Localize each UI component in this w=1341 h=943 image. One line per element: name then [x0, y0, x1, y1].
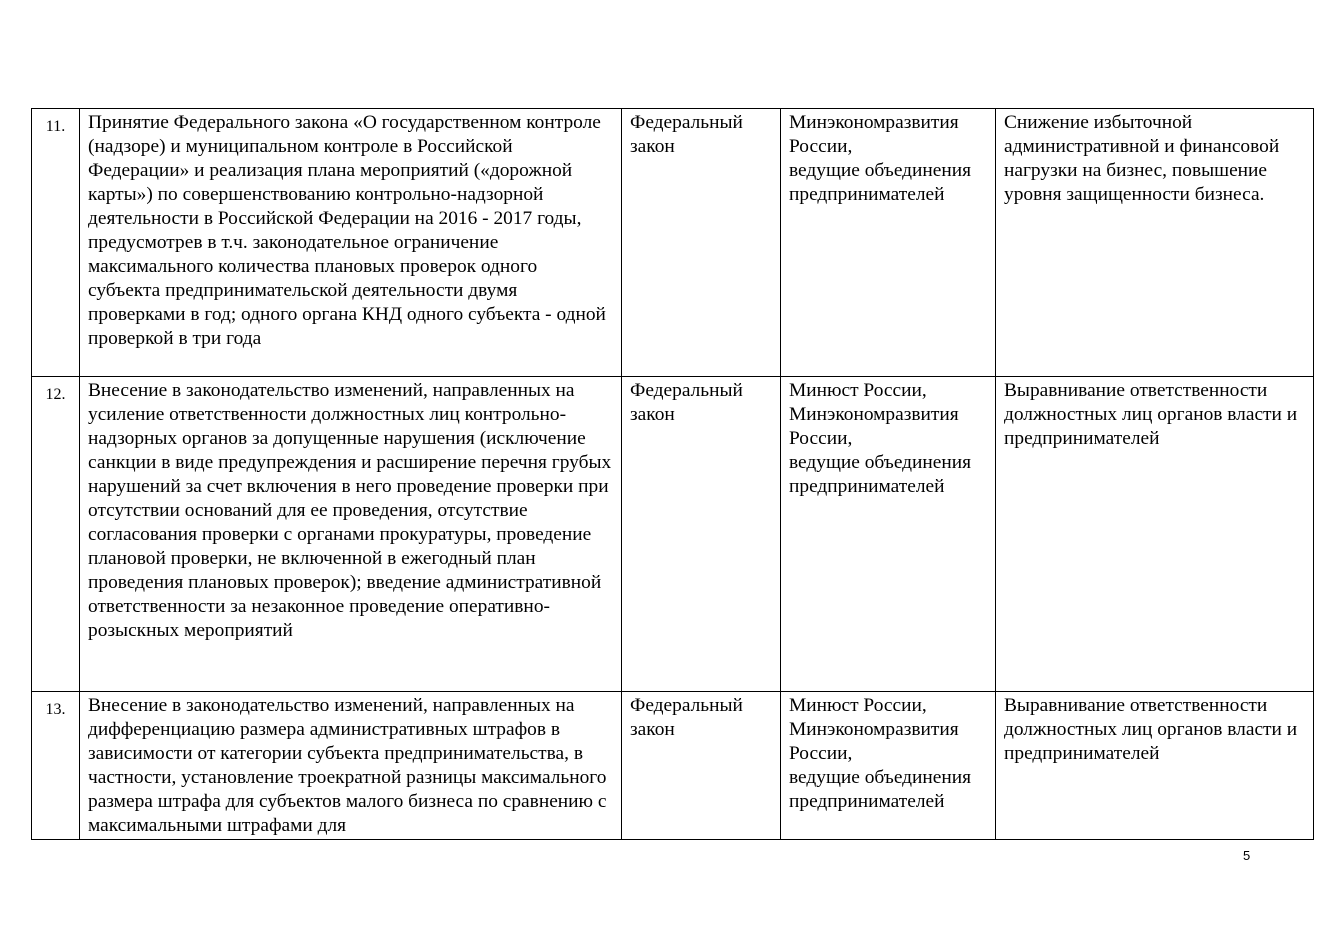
document-type: Федеральный закон: [622, 377, 781, 692]
row-number: 11.: [32, 109, 80, 377]
row-number: 13.: [32, 692, 80, 840]
responsible-executors: Минюст России, Минэкономразвития России, ведущие объединения предпринимателей: [781, 692, 996, 840]
measures-table: [31, 108, 1314, 840]
measure-description: Внесение в законодательство изменений, направленных на усиление ответственности должностных лиц контрольно-надзорных органов за допущенные нарушения (исключение санкции в виде предупреждения и расширение перечня грубых нарушений за счет включения в него проведение проверки при отсутствии оснований для ее проведения, отсутствие согласования проверки с органами прокуратуры, проведение плановой проверки, не включенной в ежегодный план проведения плановых проверок); введение административной ответственности за незаконное проведение оперативно-розыскных мероприятий: [80, 377, 622, 692]
table-row: [32, 377, 1314, 692]
responsible-executors: Минюст России, Минэкономразвития России, ведущие объединения предпринимателей: [781, 377, 996, 692]
measure-description: Внесение в законодательство изменений, направленных на дифференциацию размера административных штрафов в зависимости от категории субъекта предпринимательства, в частности, установление троекратной разницы максимального размера штрафа для субъектов малого бизнеса по сравнению с максимальными штрафами для: [80, 692, 622, 840]
expected-result: Выравнивание ответственности должностных лиц органов власти и предпринимателей: [996, 377, 1314, 692]
expected-result: Снижение избыточной административной и финансовой нагрузки на бизнес, повышение уровня защищенности бизнеса.: [996, 109, 1314, 377]
table-row: [32, 109, 1314, 377]
page-number: 5: [1243, 848, 1251, 863]
responsible-executors: Минэкономразвития России, ведущие объединения предпринимателей: [781, 109, 996, 377]
row-number: 12.: [32, 377, 80, 692]
table-row: [32, 692, 1314, 840]
expected-result: Выравнивание ответственности должностных лиц органов власти и предпринимателей: [996, 692, 1314, 840]
document-type: Федеральный закон: [622, 692, 781, 840]
measure-description: Принятие Федерального закона «О государственном контроле (надзоре) и муниципальном контроле в Российской Федерации» и реализация плана мероприятий («дорожной карты») по совершенствованию контрольно-надзорной деятельности в Российской Федерации на 2016 - 2017 годы, предусмотрев в т.ч. законодательное ограничение максимального количества плановых проверок одного субъекта предпринимательской деятельности двумя проверками в год; одного органа КНД одного субъекта - одной проверкой в три года: [80, 109, 622, 377]
document-type: Федеральный закон: [622, 109, 781, 377]
